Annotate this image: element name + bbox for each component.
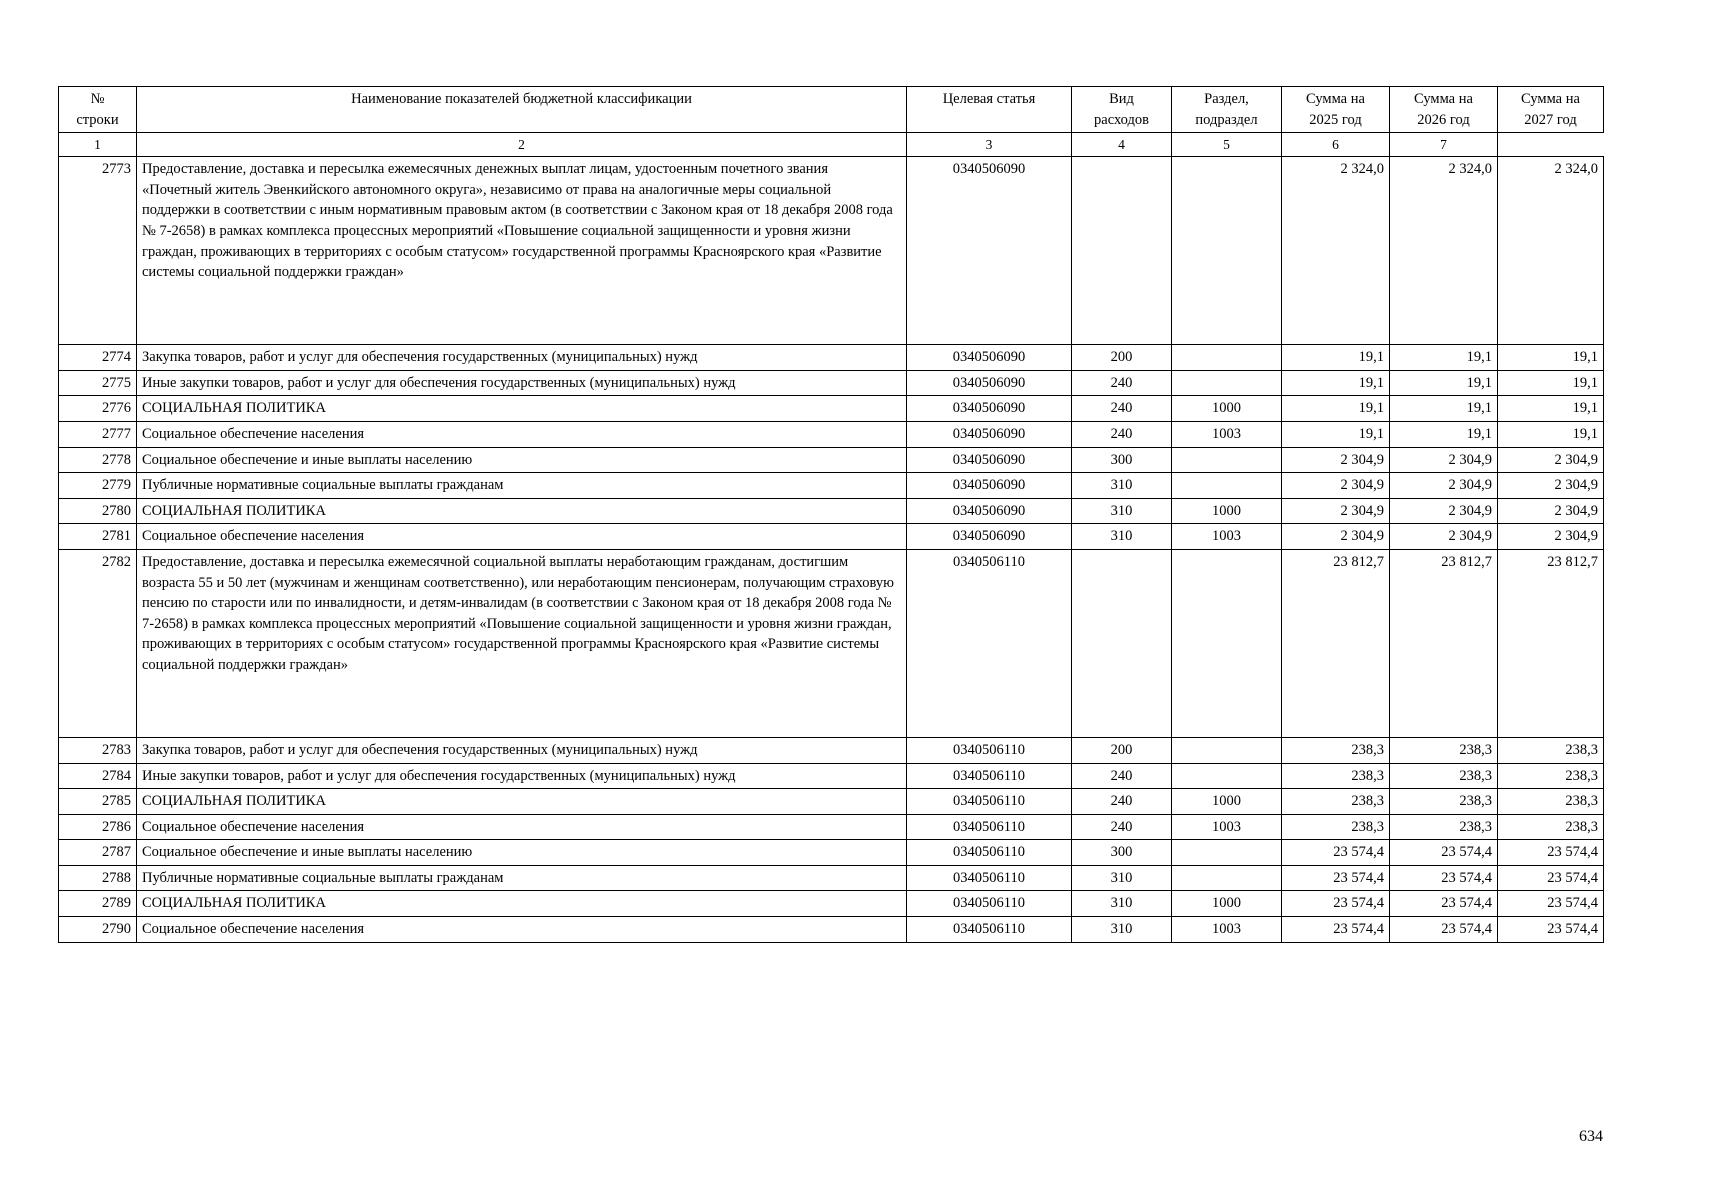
row-sum-2026: 19,1: [1390, 422, 1498, 448]
header-expense-type-line2: расходов: [1094, 111, 1149, 128]
row-sum-2027: 23 574,4: [1498, 865, 1604, 891]
row-expense-type: 240: [1072, 396, 1172, 422]
row-expense-type: 240: [1072, 763, 1172, 789]
row-section: 1000: [1172, 498, 1282, 524]
row-section: [1172, 763, 1282, 789]
row-name: Предоставление, доставка и пересылка ежемесячных денежных выплат лицам, удостоенным почетного звания «Почетный житель Эвенкийского автономного округа», независимо от права на аналогичные меры социальной поддержки в соответствии с иным нормативным правовым актом (в соответствии с Законом края от 18 декабря 2008 года № 7-2658) в рамках комплекса процессных мероприятий «Повышение социальной защищенности и уровня жизни граждан, проживающих в территориях с особым статусом» государственной программы Красноярского края «Развитие системы социальной поддержки граждан»: [137, 157, 907, 345]
row-section: 1000: [1172, 789, 1282, 815]
row-number: 2790: [59, 916, 137, 942]
row-sum-2026: 2 304,9: [1390, 498, 1498, 524]
row-expense-type: 310: [1072, 916, 1172, 942]
row-number: 2776: [59, 396, 137, 422]
row-expense-type: 310: [1072, 865, 1172, 891]
table-row: [59, 891, 1604, 917]
row-name: СОЦИАЛЬНАЯ ПОЛИТИКА: [137, 789, 907, 815]
table-header: [59, 87, 1604, 157]
row-expense-type: 300: [1072, 840, 1172, 866]
row-name: СОЦИАЛЬНАЯ ПОЛИТИКА: [137, 498, 907, 524]
row-sum-2025: 2 304,9: [1282, 498, 1390, 524]
row-name: Социальное обеспечение населения: [137, 422, 907, 448]
row-name: Иные закупки товаров, работ и услуг для обеспечения государственных (муниципальных) нужд: [137, 763, 907, 789]
header-sum-2025-line2: 2025 год: [1309, 111, 1362, 128]
row-name: Публичные нормативные социальные выплаты гражданам: [137, 865, 907, 891]
row-name: Предоставление, доставка и пересылка ежемесячной социальной выплаты неработающим гражданам, достигшим возраста 55 и 50 лет (мужчинам и женщинам соответственно), или неработающим пенсионерам, получающим страховую пенсию по старости или по инвалидности, и детям-инвалидам (в соответствии с Законом края от 18 декабря 2008 года № 7-2658) в рамках комплекса процессных мероприятий «Повышение социальной защищенности и уровня жизни граждан, проживающих в территориях с особым статусом» государственной программы Красноярского края «Развитие системы социальной поддержки граждан»: [137, 549, 907, 737]
row-sum-2025: 23 574,4: [1282, 840, 1390, 866]
row-sum-2027: 23 574,4: [1498, 916, 1604, 942]
row-sum-2027: 2 304,9: [1498, 447, 1604, 473]
row-sum-2027: 2 304,9: [1498, 498, 1604, 524]
row-sum-2027: 19,1: [1498, 396, 1604, 422]
header-sum-2025: [1282, 87, 1390, 133]
row-article: 0340506110: [907, 549, 1072, 737]
table-row: [59, 157, 1604, 345]
row-sum-2027: 19,1: [1498, 370, 1604, 396]
row-expense-type: 240: [1072, 370, 1172, 396]
row-section: 1003: [1172, 422, 1282, 448]
table-row: [59, 422, 1604, 448]
table-row: [59, 840, 1604, 866]
row-expense-type: 240: [1072, 422, 1172, 448]
row-article: 0340506110: [907, 814, 1072, 840]
row-sum-2026: 19,1: [1390, 396, 1498, 422]
header-expense-type-line1: Вид: [1109, 91, 1134, 107]
table-row: [59, 916, 1604, 942]
column-index-3: 3: [907, 133, 1072, 157]
row-sum-2026: 23 812,7: [1390, 549, 1498, 737]
row-section: 1000: [1172, 891, 1282, 917]
column-index-6: 6: [1282, 133, 1390, 157]
row-sum-2025: 19,1: [1282, 422, 1390, 448]
row-sum-2027: 2 324,0: [1498, 157, 1604, 345]
table-row: [59, 814, 1604, 840]
row-number: 2787: [59, 840, 137, 866]
row-section: [1172, 865, 1282, 891]
row-article: 0340506110: [907, 789, 1072, 815]
row-number: 2780: [59, 498, 137, 524]
row-article: 0340506090: [907, 345, 1072, 371]
column-index-row: [59, 133, 1604, 157]
row-sum-2027: 23 574,4: [1498, 891, 1604, 917]
row-sum-2027: 238,3: [1498, 763, 1604, 789]
table-row: [59, 447, 1604, 473]
row-article: 0340506090: [907, 370, 1072, 396]
row-sum-2025: 19,1: [1282, 345, 1390, 371]
row-sum-2026: 2 324,0: [1390, 157, 1498, 345]
column-index-7: 7: [1390, 133, 1498, 157]
row-section: [1172, 549, 1282, 737]
table-row: [59, 473, 1604, 499]
table-row: [59, 370, 1604, 396]
table-row: [59, 498, 1604, 524]
row-expense-type: 200: [1072, 345, 1172, 371]
row-number: 2774: [59, 345, 137, 371]
row-expense-type: 310: [1072, 524, 1172, 550]
row-article: 0340506110: [907, 916, 1072, 942]
header-sum-2027: [1498, 87, 1604, 133]
column-index-1: 1: [59, 133, 137, 157]
page-number: 634: [1579, 1128, 1603, 1145]
header-section-subsection: [1172, 87, 1282, 133]
table-row: [59, 396, 1604, 422]
row-sum-2026: 238,3: [1390, 789, 1498, 815]
row-section: [1172, 840, 1282, 866]
header-sum-2026-line2: 2026 год: [1417, 111, 1470, 128]
row-expense-type: 310: [1072, 891, 1172, 917]
row-article: 0340506110: [907, 891, 1072, 917]
row-sum-2026: 238,3: [1390, 814, 1498, 840]
table-header-row: [59, 87, 1604, 133]
row-sum-2026: 23 574,4: [1390, 840, 1498, 866]
row-sum-2027: 23 812,7: [1498, 549, 1604, 737]
header-row-number: [59, 87, 137, 133]
column-index-5: 5: [1172, 133, 1282, 157]
row-sum-2027: 2 304,9: [1498, 524, 1604, 550]
row-article: 0340506090: [907, 396, 1072, 422]
row-sum-2026: 19,1: [1390, 370, 1498, 396]
row-number: 2788: [59, 865, 137, 891]
row-sum-2027: 19,1: [1498, 345, 1604, 371]
row-article: 0340506090: [907, 422, 1072, 448]
row-sum-2026: 23 574,4: [1390, 916, 1498, 942]
row-number: 2789: [59, 891, 137, 917]
row-name: Социальное обеспечение населения: [137, 814, 907, 840]
row-sum-2025: 23 574,4: [1282, 865, 1390, 891]
budget-table-container: [58, 86, 1603, 943]
header-target-article: Целевая статья: [907, 87, 1072, 133]
row-name: СОЦИАЛЬНАЯ ПОЛИТИКА: [137, 396, 907, 422]
header-section-line2: подраздел: [1195, 111, 1258, 128]
header-section-line1: Раздел,: [1204, 91, 1249, 107]
header-row-number-line2: строки: [76, 111, 119, 128]
row-article: 0340506110: [907, 840, 1072, 866]
table-row: [59, 737, 1604, 763]
row-expense-type: 240: [1072, 789, 1172, 815]
row-sum-2026: 238,3: [1390, 737, 1498, 763]
row-name: Социальное обеспечение и иные выплаты населению: [137, 447, 907, 473]
row-name: Иные закупки товаров, работ и услуг для обеспечения государственных (муниципальных) нужд: [137, 370, 907, 396]
header-sum-2027-line1: Сумма на: [1521, 91, 1580, 107]
header-sum-2026: [1390, 87, 1498, 133]
row-sum-2027: 23 574,4: [1498, 840, 1604, 866]
row-section: 1003: [1172, 814, 1282, 840]
row-expense-type: 300: [1072, 447, 1172, 473]
row-sum-2027: 2 304,9: [1498, 473, 1604, 499]
row-sum-2025: 23 812,7: [1282, 549, 1390, 737]
row-section: [1172, 447, 1282, 473]
row-sum-2026: 2 304,9: [1390, 524, 1498, 550]
budget-classification-table: [58, 86, 1604, 943]
row-article: 0340506090: [907, 157, 1072, 345]
row-section: 1003: [1172, 524, 1282, 550]
header-name: Наименование показателей бюджетной классификации: [137, 87, 907, 133]
row-section: 1003: [1172, 916, 1282, 942]
row-number: 2779: [59, 473, 137, 499]
row-sum-2025: 2 304,9: [1282, 524, 1390, 550]
row-sum-2025: 238,3: [1282, 763, 1390, 789]
row-sum-2026: 23 574,4: [1390, 891, 1498, 917]
row-expense-type: 310: [1072, 498, 1172, 524]
row-number: 2785: [59, 789, 137, 815]
row-article: 0340506110: [907, 763, 1072, 789]
row-section: [1172, 737, 1282, 763]
row-number: 2781: [59, 524, 137, 550]
row-expense-type: [1072, 157, 1172, 345]
column-index-2: 2: [137, 133, 907, 157]
row-article: 0340506090: [907, 473, 1072, 499]
row-sum-2027: 19,1: [1498, 422, 1604, 448]
table-row: [59, 345, 1604, 371]
row-sum-2026: 238,3: [1390, 763, 1498, 789]
row-sum-2025: 2 304,9: [1282, 473, 1390, 499]
row-name: Закупка товаров, работ и услуг для обеспечения государственных (муниципальных) нужд: [137, 345, 907, 371]
row-section: [1172, 370, 1282, 396]
row-number: 2784: [59, 763, 137, 789]
row-number: 2777: [59, 422, 137, 448]
row-sum-2025: 19,1: [1282, 396, 1390, 422]
row-expense-type: 240: [1072, 814, 1172, 840]
row-name: Публичные нормативные социальные выплаты гражданам: [137, 473, 907, 499]
row-article: 0340506090: [907, 498, 1072, 524]
row-number: 2775: [59, 370, 137, 396]
row-name: Закупка товаров, работ и услуг для обеспечения государственных (муниципальных) нужд: [137, 737, 907, 763]
header-sum-2026-line1: Сумма на: [1414, 91, 1473, 107]
row-sum-2025: 19,1: [1282, 370, 1390, 396]
row-article: 0340506110: [907, 865, 1072, 891]
row-sum-2025: 2 304,9: [1282, 447, 1390, 473]
row-sum-2025: 2 324,0: [1282, 157, 1390, 345]
row-number: 2773: [59, 157, 137, 345]
row-expense-type: 310: [1072, 473, 1172, 499]
row-sum-2026: 2 304,9: [1390, 447, 1498, 473]
row-sum-2025: 238,3: [1282, 789, 1390, 815]
row-name: Социальное обеспечение и иные выплаты населению: [137, 840, 907, 866]
column-index-4: 4: [1072, 133, 1172, 157]
row-sum-2026: 2 304,9: [1390, 473, 1498, 499]
header-sum-2027-line2: 2027 год: [1524, 111, 1577, 128]
row-section: 1000: [1172, 396, 1282, 422]
row-sum-2025: 23 574,4: [1282, 891, 1390, 917]
row-number: 2778: [59, 447, 137, 473]
row-sum-2027: 238,3: [1498, 737, 1604, 763]
row-section: [1172, 345, 1282, 371]
row-sum-2027: 238,3: [1498, 789, 1604, 815]
header-row-number-line1: №: [90, 91, 105, 107]
row-number: 2786: [59, 814, 137, 840]
header-sum-2025-line1: Сумма на: [1306, 91, 1365, 107]
row-expense-type: 200: [1072, 737, 1172, 763]
row-name: Социальное обеспечение населения: [137, 916, 907, 942]
row-name: Социальное обеспечение населения: [137, 524, 907, 550]
row-sum-2026: 19,1: [1390, 345, 1498, 371]
table-row: [59, 549, 1604, 737]
row-number: 2783: [59, 737, 137, 763]
table-row: [59, 524, 1604, 550]
row-number: 2782: [59, 549, 137, 737]
row-section: [1172, 473, 1282, 499]
table-row: [59, 865, 1604, 891]
row-sum-2025: 238,3: [1282, 814, 1390, 840]
row-sum-2026: 23 574,4: [1390, 865, 1498, 891]
row-expense-type: [1072, 549, 1172, 737]
row-article: 0340506090: [907, 524, 1072, 550]
table-row: [59, 763, 1604, 789]
table-body: [59, 157, 1604, 942]
row-sum-2025: 23 574,4: [1282, 916, 1390, 942]
table-row: [59, 789, 1604, 815]
row-name: СОЦИАЛЬНАЯ ПОЛИТИКА: [137, 891, 907, 917]
row-section: [1172, 157, 1282, 345]
row-article: 0340506110: [907, 737, 1072, 763]
header-expense-type: [1072, 87, 1172, 133]
row-sum-2025: 238,3: [1282, 737, 1390, 763]
row-sum-2027: 238,3: [1498, 814, 1604, 840]
row-article: 0340506090: [907, 447, 1072, 473]
